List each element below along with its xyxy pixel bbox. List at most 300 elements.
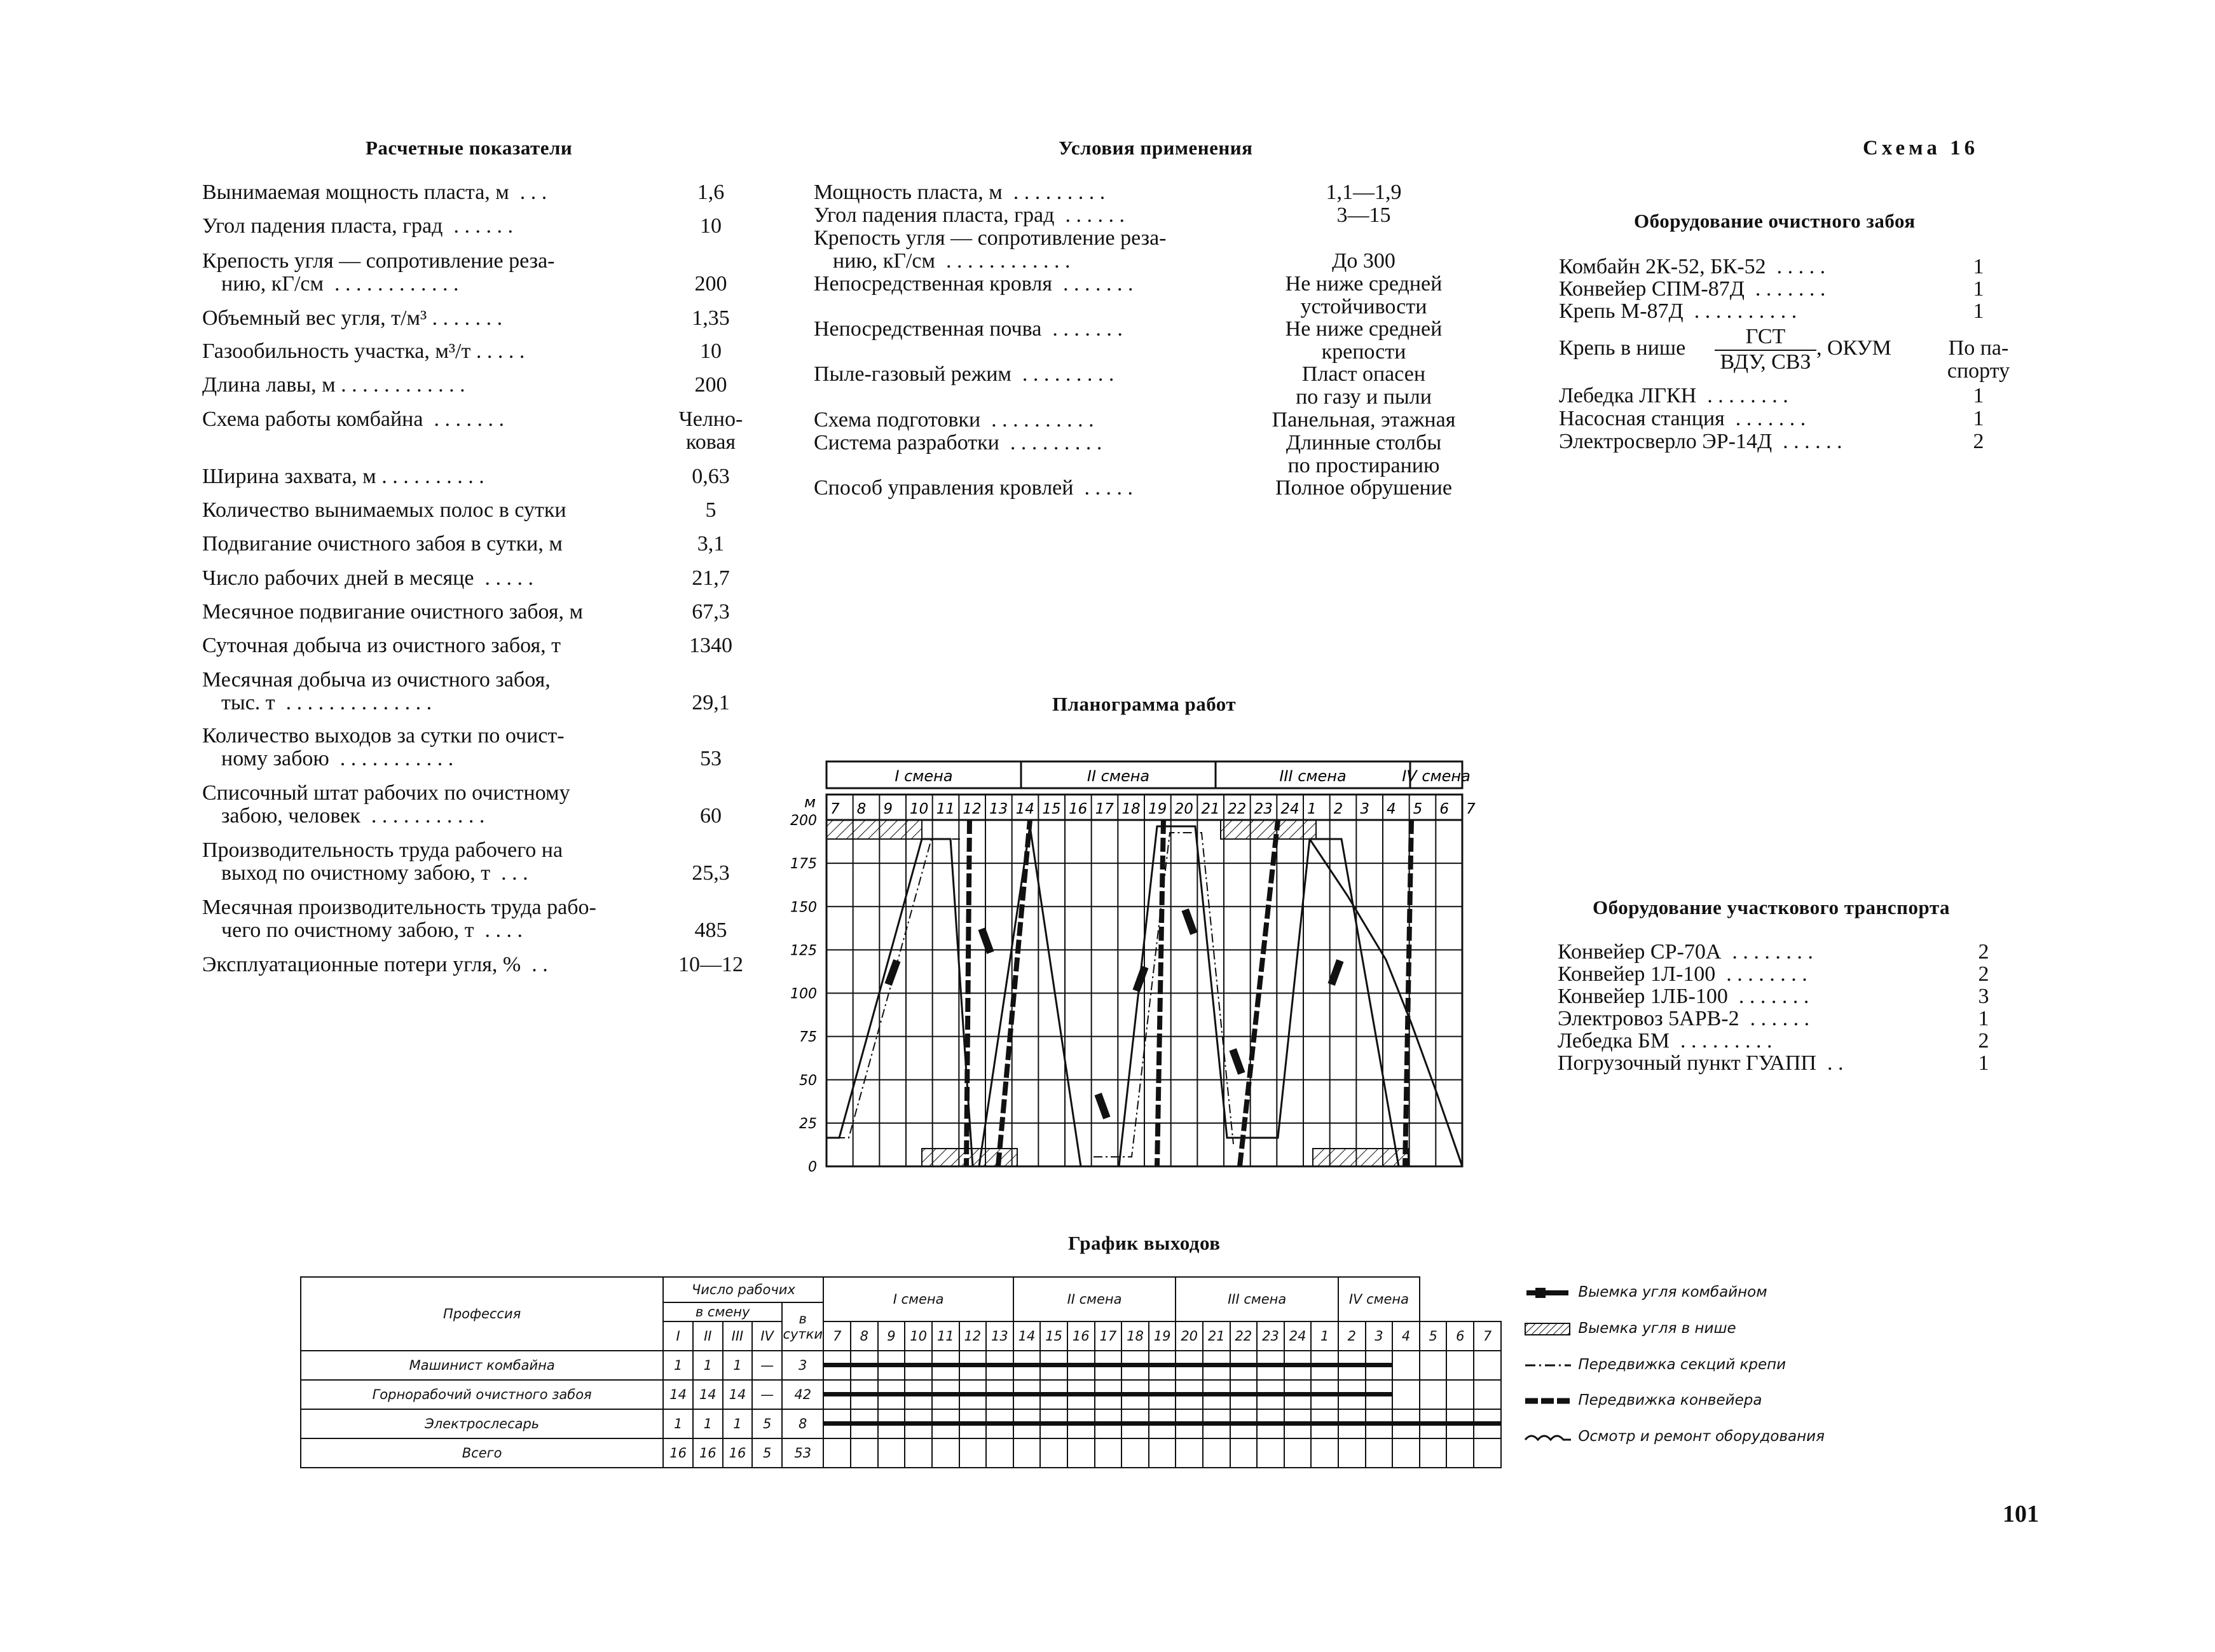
time-cell [1230,1438,1258,1468]
hour-label: 21 [1201,801,1220,817]
cond-value: Длинные столбы [1286,431,1442,454]
cell: 1 [723,1409,753,1438]
calc-value: 485 [694,918,727,942]
time-cell [878,1438,905,1468]
transport-label: Конвейер СР-70А . . . . . . . . [1558,940,1813,964]
work-bar [1312,1392,1338,1396]
legend-label: Выемка угля в нише [1578,1320,1736,1337]
work-bar [1095,1392,1121,1396]
work-bar [1095,1421,1121,1426]
work-bar [1014,1363,1040,1367]
scheme-label: Схема 16 [1863,137,1979,160]
cell: 16 [693,1438,723,1468]
work-bar [1366,1421,1392,1426]
hour-cell: 11 [932,1321,959,1351]
time-cell [851,1409,878,1438]
time-cell [1121,1438,1149,1468]
work-bar [1258,1392,1284,1396]
time-cell [823,1351,851,1380]
legend-item [1523,1356,1786,1373]
work-bar [960,1363,986,1367]
work-bar [1366,1363,1392,1367]
shift-head: IV смена [1338,1277,1420,1321]
table-row [301,1438,1501,1468]
work-bar [1095,1363,1121,1367]
time-cell [1284,1380,1312,1409]
time-cell [986,1380,1013,1409]
equip-transport-title: Оборудование участкового транспорта [1593,896,1950,918]
legend-label: Передвижка конвейера [1578,1392,1762,1409]
hour-cell: 7 [823,1321,851,1351]
equip-value: 1 [1973,255,1984,278]
work-bar [1366,1392,1392,1396]
cond-value: Пласт опасен [1301,362,1426,386]
time-cell [1284,1438,1312,1468]
work-bar [851,1392,877,1396]
profession-name: Горнорабочий очистного забоя [301,1380,663,1409]
shift-label: I смена [895,767,953,785]
calc-label-cont: забою, человек . . . . . . . . . . . [221,804,485,828]
hour-label: 11 [936,801,955,817]
work-bar [1041,1392,1067,1396]
calc-label: Списочный штат рабочих по очистному [202,781,570,805]
transport-value: 1 [1978,1051,1989,1075]
legend-label: Осмотр и ремонт оборудования [1578,1428,1825,1445]
time-cell [1176,1438,1203,1468]
time-cell [1284,1409,1312,1438]
calc-label: Количество вынимаемых полос в сутки [202,498,566,522]
time-cell [1392,1409,1420,1438]
time-cell [1338,1438,1366,1468]
calc-label: Газообильность участка, м³/т . . . . . [202,339,525,363]
work-bar [1149,1363,1176,1367]
time-cell [1257,1380,1284,1409]
hour-cell: 16 [1067,1321,1095,1351]
work-bar [1149,1421,1176,1426]
time-cell [1013,1409,1041,1438]
time-cell [1013,1380,1041,1409]
cond-value: Не ниже средней [1285,272,1443,296]
work-bar [1312,1363,1338,1367]
time-cell [1040,1351,1067,1380]
y-unit: м [804,793,816,811]
hour-cell: 7 [1474,1321,1501,1351]
y-ticks [790,813,817,1175]
time-cell [959,1409,987,1438]
cond-label: Мощность пласта, м . . . . . . . . . [814,181,1106,204]
niche-suffix: , ОКУМ [1816,336,1891,360]
hour-cell: 9 [878,1321,905,1351]
work-bar [1122,1392,1148,1396]
equip-value: 1 [1973,407,1984,430]
hour-label: 7 [1466,801,1476,817]
cell: 14 [723,1380,753,1409]
hour-cell: 15 [1040,1321,1067,1351]
time-cell [1257,1409,1284,1438]
hour-label: 17 [1095,801,1114,817]
conveyor-shift-line [1405,820,1411,1166]
niche-numerator: ГСТ [1745,325,1786,348]
calc-label: Месячная производительность труда рабо- [202,896,596,919]
work-bar [1176,1421,1202,1426]
cell: 1 [693,1351,723,1380]
hour-label: 16 [1069,801,1088,817]
calc-value: 60 [700,804,722,828]
shift-col: IV [752,1321,782,1351]
cell: 53 [782,1438,823,1468]
table-row [301,1409,1501,1438]
conveyor-symbol-icon [1523,1393,1574,1409]
hatch-symbol-icon [1523,1321,1574,1337]
work-bar [1122,1363,1148,1367]
time-cell [878,1409,905,1438]
time-cell [1366,1409,1393,1438]
col-per-day: в сутки [782,1302,823,1351]
calc-label: Объемный вес угля, т/м³ . . . . . . . [202,306,503,330]
time-cell [1230,1409,1258,1438]
hour-label: 9 [883,801,893,817]
hour-label: 3 [1360,801,1369,817]
cell: 3 [782,1351,823,1380]
work-bar [933,1421,959,1426]
y-tick-label: 100 [790,986,817,1002]
schedule-table [300,1276,1502,1468]
hour-label: 4 [1387,801,1396,817]
work-bar [879,1421,905,1426]
calc-value-cont: ковая [685,430,736,454]
combine-marker [1095,1093,1111,1119]
cond-value: 3—15 [1336,203,1391,227]
equip-label: Насосная станция . . . . . . . [1559,407,1806,430]
cond-label: Система разработки . . . . . . . . . [814,431,1102,454]
time-cell [1149,1380,1176,1409]
work-bar [1068,1392,1094,1396]
hour-cell: 22 [1230,1321,1258,1351]
time-cell [1474,1409,1501,1438]
shift-head: II смена [1013,1277,1176,1321]
work-bar [905,1363,931,1367]
niche-block [1221,820,1316,839]
time-cell [1121,1380,1149,1409]
combine-path [826,839,973,1166]
calc-value: 67,3 [692,600,730,624]
planogram-chart [788,756,1500,1176]
y-tick-label: 50 [799,1072,817,1089]
cond-value-cont: устойчивости [1300,295,1427,318]
transport-label: Электровоз 5АРВ-2 . . . . . . [1558,1007,1810,1030]
time-cell [959,1380,987,1409]
time-cell [1067,1351,1095,1380]
time-cell [1230,1351,1258,1380]
time-cell [1095,1409,1122,1438]
cell: 16 [663,1438,693,1468]
calc-label-cont: выход по очистному забою, т . . . [221,861,528,885]
legend-item [1523,1428,1825,1445]
work-bar [1339,1363,1365,1367]
calc-label-cont: ному забою . . . . . . . . . . . [221,747,454,770]
work-bar [1204,1421,1230,1426]
combine-symbol-icon [1523,1285,1574,1300]
time-cell [851,1351,878,1380]
repair-path [1310,839,1462,1166]
time-cell [1446,1438,1474,1468]
calc-value: 200 [694,373,727,397]
cell: 5 [752,1409,782,1438]
cond-value: Полное обрушение [1275,476,1452,500]
time-cell [1040,1409,1067,1438]
transport-value: 1 [1978,1007,1989,1030]
calc-value: Челно- [678,407,743,431]
combine-marker [1230,1048,1245,1075]
work-bar [1068,1363,1094,1367]
schedule-title: График выходов [1068,1232,1221,1254]
work-bar [960,1392,986,1396]
time-cell [1013,1438,1041,1468]
cond-title: Условия применения [1059,137,1253,159]
shift-col: III [723,1321,753,1351]
combine-marker [1182,908,1198,935]
time-cell [905,1438,932,1468]
repair-symbol-icon [1523,1430,1574,1445]
calc-label: Подвигание очистного забоя в сутки, м [202,532,563,556]
calc-label: Производительность труда рабочего на [202,838,563,862]
time-cell [1420,1380,1447,1409]
cell: 16 [723,1438,753,1468]
time-cell [1040,1380,1067,1409]
time-cell [1420,1351,1447,1380]
calc-label: Месячное подвигание очистного забоя, м [202,600,584,624]
time-cell [986,1438,1013,1468]
calc-value: 53 [700,747,722,770]
hour-label: 6 [1439,801,1449,817]
calc-value: 21,7 [692,566,730,590]
y-tick-label: 175 [790,856,817,873]
equip-value: По па- [1948,336,2009,360]
shift-col: I [663,1321,693,1351]
time-cell [1366,1438,1393,1468]
hour-cell: 20 [1176,1321,1203,1351]
dash-dot-symbol-icon [1523,1358,1574,1373]
hour-cell: 23 [1257,1321,1284,1351]
work-bar [1149,1392,1176,1396]
transport-label: Конвейер 1Л-100 . . . . . . . . [1558,962,1807,986]
work-bar [1447,1421,1473,1426]
calc-value: 10—12 [678,953,743,976]
work-bar [1285,1392,1311,1396]
work-bar [960,1421,986,1426]
time-cell [851,1380,878,1409]
col-per-shift: в смену [663,1302,782,1321]
work-bar [1041,1363,1067,1367]
equip-label: Конвейер СПМ-87Д . . . . . . . [1559,277,1826,301]
work-bar [905,1392,931,1396]
work-bar [1312,1421,1338,1426]
time-cell [959,1351,987,1380]
time-cell [1338,1351,1366,1380]
calc-label: Месячная добыча из очистного забоя, [202,668,551,692]
work-bar [1285,1421,1311,1426]
time-cell [1311,1409,1338,1438]
niche-block [922,1149,1017,1166]
transport-value: 2 [1978,1029,1989,1053]
hour-cell: 2 [1338,1321,1366,1351]
time-cell [1149,1438,1176,1468]
work-bar [851,1363,877,1367]
work-bar [879,1363,905,1367]
time-cell [1067,1409,1095,1438]
hour-cell: 12 [959,1321,987,1351]
time-cell [1121,1351,1149,1380]
work-bar [1285,1363,1311,1367]
time-cell [878,1380,905,1409]
cell: — [752,1380,782,1409]
transport-label: Лебедка БМ . . . . . . . . . [1558,1029,1773,1053]
equip-value: 1 [1973,384,1984,407]
work-bar [1176,1363,1202,1367]
time-cell [1474,1438,1501,1468]
work-bar [1393,1421,1419,1426]
niche-block [826,820,922,839]
time-cell [1366,1351,1393,1380]
work-bar [1014,1392,1040,1396]
time-cell [1149,1409,1176,1438]
time-cell [1121,1409,1149,1438]
time-cell [1446,1409,1474,1438]
work-bar [1231,1363,1257,1367]
time-cell [1203,1380,1230,1409]
shift-label: III смена [1279,767,1347,785]
equip-value-cont: спорту [1947,359,2010,383]
work-bar [933,1363,959,1367]
cond-label: Схема подготовки . . . . . . . . . . [814,408,1094,432]
hour-cell: 1 [1311,1321,1338,1351]
time-cell [1013,1351,1041,1380]
hour-label: 24 [1280,801,1300,817]
time-cell [1420,1409,1447,1438]
cond-label: Способ управления кровлей . . . . . [814,476,1133,500]
calc-label: Крепость угля — сопротивление реза- [202,249,555,273]
time-cell [1067,1438,1095,1468]
work-bar [1420,1421,1446,1426]
hour-label: 18 [1121,801,1141,817]
transport-label: Погрузочный пункт ГУАПП . . [1558,1051,1844,1075]
hour-label: 13 [989,801,1008,817]
legend-item [1523,1284,1767,1300]
time-cell [1257,1438,1284,1468]
hour-label: 22 [1228,801,1247,817]
time-cell [1338,1380,1366,1409]
calc-label: Эксплуатационные потери угля, % . . [202,953,548,976]
cond-value-cont: До 300 [1332,249,1396,273]
hour-cell: 13 [986,1321,1013,1351]
niche-block [1313,1149,1408,1166]
time-cell [1176,1351,1203,1380]
legend-item [1523,1320,1736,1337]
calc-label: Вынимаемая мощность пласта, м . . . [202,181,547,204]
time-cell [905,1351,932,1380]
page-number: 101 [2003,1501,2039,1527]
cell: 1 [723,1351,753,1380]
time-cell [905,1409,932,1438]
cell: 8 [782,1409,823,1438]
time-cell [1392,1438,1420,1468]
work-bar [1258,1421,1284,1426]
work-bar [1068,1421,1094,1426]
cond-label: Непосредственная кровля . . . . . . . [814,272,1134,296]
hour-label: 2 [1333,801,1343,817]
work-bar [1204,1363,1230,1367]
y-tick-label: 125 [790,943,817,959]
equip-value: 1 [1973,277,1984,301]
cond-value-cont: по простиранию [1287,454,1440,477]
equip-value: 2 [1973,430,1984,453]
time-cell [851,1438,878,1468]
cell: 14 [663,1380,693,1409]
time-cell [1149,1351,1176,1380]
time-cell [823,1438,851,1468]
y-tick-label: 25 [799,1116,817,1132]
time-cell [1392,1380,1420,1409]
calc-value: 3,1 [697,532,725,556]
equip-label: Электросверло ЭР-14Д . . . . . . [1559,430,1842,453]
y-tick-label: 150 [790,899,817,916]
equip-label: Комбайн 2К-52, БК-52 . . . . . [1559,255,1826,278]
cell: 1 [663,1351,693,1380]
time-cell [1420,1438,1447,1468]
cond-label: Непосредственная почва . . . . . . . [814,317,1123,341]
time-cell [1338,1409,1366,1438]
hour-cell: 14 [1013,1321,1041,1351]
y-tick-label: 200 [790,813,817,829]
time-cell [1311,1351,1338,1380]
y-tick-label: 0 [808,1159,817,1175]
hour-label: 7 [830,801,840,817]
time-cell [932,1380,959,1409]
calc-label: Суточная добыча из очистного забоя, т [202,634,561,657]
hour-cell: 17 [1095,1321,1122,1351]
cond-value-cont: крепости [1321,340,1406,364]
time-cell [1203,1409,1230,1438]
transport-value: 3 [1978,985,1989,1008]
calc-value: 25,3 [692,861,730,885]
time-cell [986,1409,1013,1438]
time-cell [1203,1351,1230,1380]
calc-value: 200 [694,272,727,296]
time-cell [1446,1351,1474,1380]
calc-label: Угол падения пласта, град . . . . . . [202,214,513,238]
col-profession: Профессия [301,1277,663,1351]
work-bar [987,1421,1013,1426]
cond-label-cont: нию, кГ/см . . . . . . . . . . . . [833,249,1071,273]
work-bar [1204,1392,1230,1396]
calc-label: Количество выходов за сутки по очист- [202,724,565,747]
work-bar [1231,1392,1257,1396]
work-bar [1339,1421,1365,1426]
time-cell [1040,1438,1067,1468]
hour-label: 8 [856,801,867,817]
work-bar [824,1392,850,1396]
work-bar [1041,1421,1067,1426]
conveyor-shift-line [966,820,970,1166]
time-cell [1311,1438,1338,1468]
legend-item [1523,1392,1762,1409]
hour-cell: 24 [1284,1321,1312,1351]
profession-name: Всего [301,1438,663,1468]
calc-label: Число рабочих дней в месяце . . . . . [202,566,533,590]
shift-col: II [693,1321,723,1351]
cell: 1 [693,1409,723,1438]
calc-value: 10 [700,214,722,238]
